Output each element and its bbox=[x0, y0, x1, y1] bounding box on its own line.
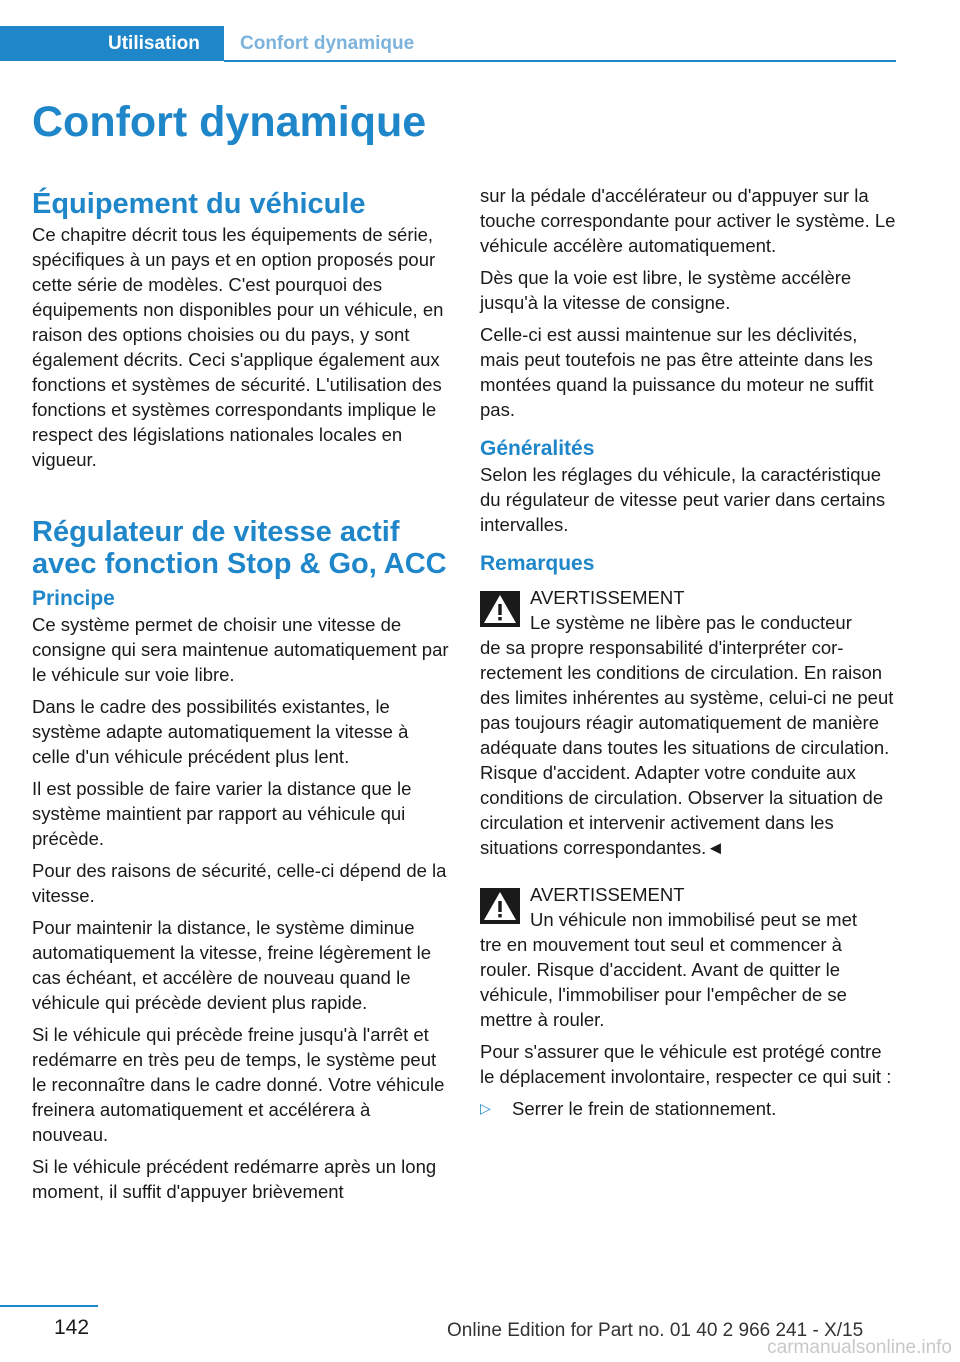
paragraph: Il est possible de faire varier la distance que le système maintient par rapport au véhicule qui précède. bbox=[32, 778, 412, 849]
header-tab-utilisation[interactable]: Utilisation bbox=[0, 26, 224, 61]
header-tab-confort-dynamique[interactable]: Confort dynamique bbox=[240, 33, 415, 54]
paragraph: sur la pédale d'accélérateur ou d'appuyer sur la touche correspondante pour activer le système. Le véhicule accélère automatiquement. bbox=[480, 185, 896, 256]
header-rule bbox=[224, 60, 896, 62]
paragraph: Pour maintenir la distance, le système diminue automatiquement la vitesse, freine légèrement le cas échéant, et accélère de nouveau quand le véhicule qui précède devient plus rapide. bbox=[32, 917, 431, 1013]
warning-title: AVERTISSEMENT bbox=[530, 884, 685, 905]
left-column bbox=[32, 182, 450, 1211]
paragraph: Selon les réglages du véhicule, la caractéristique du régulateur de vitesse peut varier dans certains intervalles. bbox=[480, 464, 886, 535]
warning-text: tre en mouvement tout seul et commencer à rouler. Risque d'accident. Avant de quitter le véhicule, l'immobiliser pour l'empêcher de se mettre à rouler. bbox=[480, 934, 847, 1030]
paragraph: Pour des raisons de sécurité, celle-ci dépend de la vitesse. bbox=[32, 860, 447, 906]
edition-footer: Online Edition for Part no. 01 40 2 966 241 - X/15 bbox=[447, 1320, 864, 1341]
page-title: Confort dynamique bbox=[32, 98, 427, 146]
warning-lead: Un véhicule non immobilisé peut se met bbox=[530, 909, 857, 930]
paragraph: Si le véhicule qui précède freine jusqu'à l'arrêt et redémarre en très peu de temps, le système peut le reconnaître dans le cadre donné. Votre véhicule freinera automatiquement et accélérera à nouveau. bbox=[32, 1024, 445, 1145]
warning-title: AVERTISSEMENT bbox=[530, 587, 685, 608]
watermark: carmanualsonline.info bbox=[767, 1337, 952, 1358]
paragraph: Pour s'assurer que le véhicule est protégé contre le déplacement involontaire, respecter ce qui suit : bbox=[480, 1041, 892, 1087]
warning-block-1 bbox=[480, 585, 898, 860]
heading-remarques: Remarques bbox=[480, 552, 595, 575]
paragraph: Ce système permet de choisir une vitesse de consigne qui sera maintenue automatiquement par le véhicule sur voie libre. bbox=[32, 614, 449, 685]
heading-equipement: Équipement du véhicule bbox=[32, 188, 366, 220]
warning-lead: Le système ne libère pas le conducteur bbox=[530, 612, 852, 633]
warning-block-2 bbox=[480, 882, 898, 1032]
page-number: 142 bbox=[54, 1316, 90, 1339]
paragraph: Dès que la voie est libre, le système accélère jusqu'à la vitesse de consigne. bbox=[480, 267, 852, 313]
triangle-bullet-icon: ▷ bbox=[480, 1100, 491, 1116]
list-item-text: Serrer le frein de stationnement. bbox=[512, 1098, 777, 1119]
paragraph-equipement: Ce chapitre décrit tous les équipements de série, spécifiques à un pays et en option proposés pour cette série de modèles. C'est pourquoi des équipements non disponibles pour un véhicule, en raison des options choisies ou du pays, y sont également décrits. Ceci s'applique également aux fonctions et systèmes de sécurité. L'utilisation des fonctions et systèmes correspondants implique le respect des législations nationales locales en vigueur. bbox=[32, 224, 444, 470]
page-number-rule bbox=[0, 1305, 98, 1307]
list-item bbox=[480, 1096, 898, 1121]
heading-principe: Principe bbox=[32, 587, 115, 610]
paragraph: Dans le cadre des possibilités existantes, le système adapte automatiquement la vitesse à celle d'un véhicule précédent plus lent. bbox=[32, 696, 409, 767]
right-column bbox=[480, 183, 898, 1121]
paragraph: Celle-ci est aussi maintenue sur les déclivités, mais peut toutefois ne pas être atteinte dans les montées quand la puissance du moteur ne suffit pas. bbox=[480, 324, 874, 420]
paragraph: Si le véhicule précédent redémarre après un long moment, il suffit d'appuyer brièvement bbox=[32, 1156, 437, 1202]
heading-acc: Régulateur de vitesse actif avec fonction Stop & Go, ACC bbox=[32, 516, 447, 580]
heading-generalites: Généralités bbox=[480, 437, 595, 460]
warning-triangle-icon bbox=[480, 888, 520, 924]
warning-triangle-icon bbox=[480, 591, 520, 627]
warning-text: de sa propre responsabilité d'interpréter correctement les conditions de circulation. En raison des limites inhérentes au système, celui-ci ne peut pas toujours réagir automatiquement de manière adéquate dans toutes les situations de circulation. Risque d'accident. Adapter votre conduite aux conditions de circulation. Observer la situation de circulation et intervenir activement dans les situations correspondantes.◄ bbox=[480, 637, 894, 858]
